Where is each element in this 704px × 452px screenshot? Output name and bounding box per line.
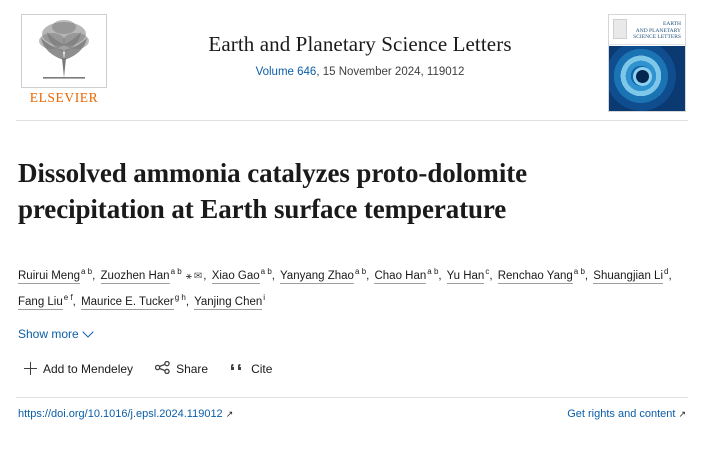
author-affiliation-marks: a b [260,267,272,277]
envelope-icon[interactable]: ✉ [193,270,203,282]
add-to-mendeley-button[interactable] [24,362,133,376]
cite-label: Cite [251,361,273,376]
cite-button[interactable] [230,361,272,377]
journal-cover-thumbnail [608,14,686,112]
author-item[interactable] [279,267,367,282]
author-item[interactable] [211,267,272,282]
volume-link[interactable]: Volume 646 [255,66,317,78]
article-header [0,0,704,112]
article-footer [0,398,704,420]
doi-link-wrap [18,408,233,420]
journal-info [112,10,608,78]
page-title: Dissolved ammonia catalyzes proto-dolomite precipitation at Earth surface temperature [18,158,527,225]
plus-icon [24,362,37,375]
share-button[interactable] [155,361,208,377]
article-number: 119012 [426,66,465,78]
journal-cover[interactable] [608,14,686,112]
author-item[interactable] [18,267,93,282]
author-name[interactable]: Yanjing Chen [194,295,263,308]
author-item[interactable] [593,267,669,282]
author-item[interactable] [100,267,182,282]
show-more-button[interactable] [0,313,704,341]
issue-date: 15 November 2024 [322,66,421,78]
author-affiliation-marks: e f [63,292,73,302]
elsevier-tree-logo [21,14,107,88]
rights-link-wrap [567,408,686,420]
author-affiliation-marks: a b [354,267,367,277]
external-link-icon: ↗ [678,408,686,419]
journal-title: Earth and Planetary Science Letters [208,32,512,56]
author-affiliation-marks: d [664,267,669,277]
quote-icon [230,361,245,377]
author-name[interactable]: Ruirui Meng [18,269,80,282]
cover-masthead [609,15,685,45]
author-name[interactable]: Xiao Gao [211,269,260,282]
author-name[interactable]: Fang Liu [18,295,63,308]
author-name[interactable]: Yu Han [446,269,485,282]
author-affiliation-marks: g h [174,292,186,302]
author-affiliation-marks: a b [81,267,93,277]
author-name[interactable]: Renchao Yang [497,269,573,282]
share-label: Share [176,361,209,376]
author-item[interactable] [446,267,490,282]
add-to-mendeley-label: Add to Mendeley [43,361,134,376]
author-affiliation-marks: i [263,292,266,302]
author-name[interactable]: Chao Han [374,269,427,282]
author-item[interactable] [18,292,73,308]
author-profile-icon[interactable]: ⚹ [185,270,192,282]
show-more-label: Show more [18,326,79,341]
elsevier-logo[interactable] [16,10,112,106]
author-name[interactable]: Yanyang Zhao [279,269,354,282]
share-icon [155,361,170,377]
chevron-down-icon [82,327,93,338]
author-name[interactable]: Maurice E. Tucker [81,295,174,308]
author-name[interactable]: Shuangjian Li [593,269,663,282]
cover-artwork [609,46,685,111]
author-affiliation-marks: a b [573,267,585,277]
author-affiliation-marks: a b [427,267,439,277]
doi-link[interactable]: https://doi.org/10.1016/j.epsl.2024.119012 [18,407,223,420]
elsevier-wordmark: ELSEVIER [29,90,99,105]
cover-logo-block [613,19,627,39]
cover-title-text: EARTH AND PLANETARY SCIENCE LETTERS [633,21,681,40]
author-item[interactable] [81,292,186,308]
author-list: Ruirui Meng$^{a b}$, Zuozhen Han$^{a b}$ ⚹ ✉, Xiao Gao$^{a b}$, Yanyang Zhao$^{a b}$, Chao Han$^{a b}$, Yu Han$^c$, Renchao Yang$^{a b}$, Shuangjian Li$^d$, Fang Liu$^{e f}$, Maurice E. Tucker$^{g h}$, Yanjing Chen$^i$ [18,267,672,308]
external-link-icon: ↗ [225,408,234,419]
author-item[interactable] [194,292,266,308]
article-actions [0,341,704,377]
author-item[interactable] [374,267,439,282]
get-rights-link[interactable]: Get rights and content [567,407,676,420]
journal-meta: Volume 646, 15 November 2024, 119012 [255,66,465,78]
author-name[interactable]: Zuozhen Han [100,269,170,282]
author-affiliation-marks: a b [170,267,182,277]
author-item[interactable] [497,267,585,282]
header-divider [16,120,688,121]
author-affiliation-marks: c [485,267,490,277]
